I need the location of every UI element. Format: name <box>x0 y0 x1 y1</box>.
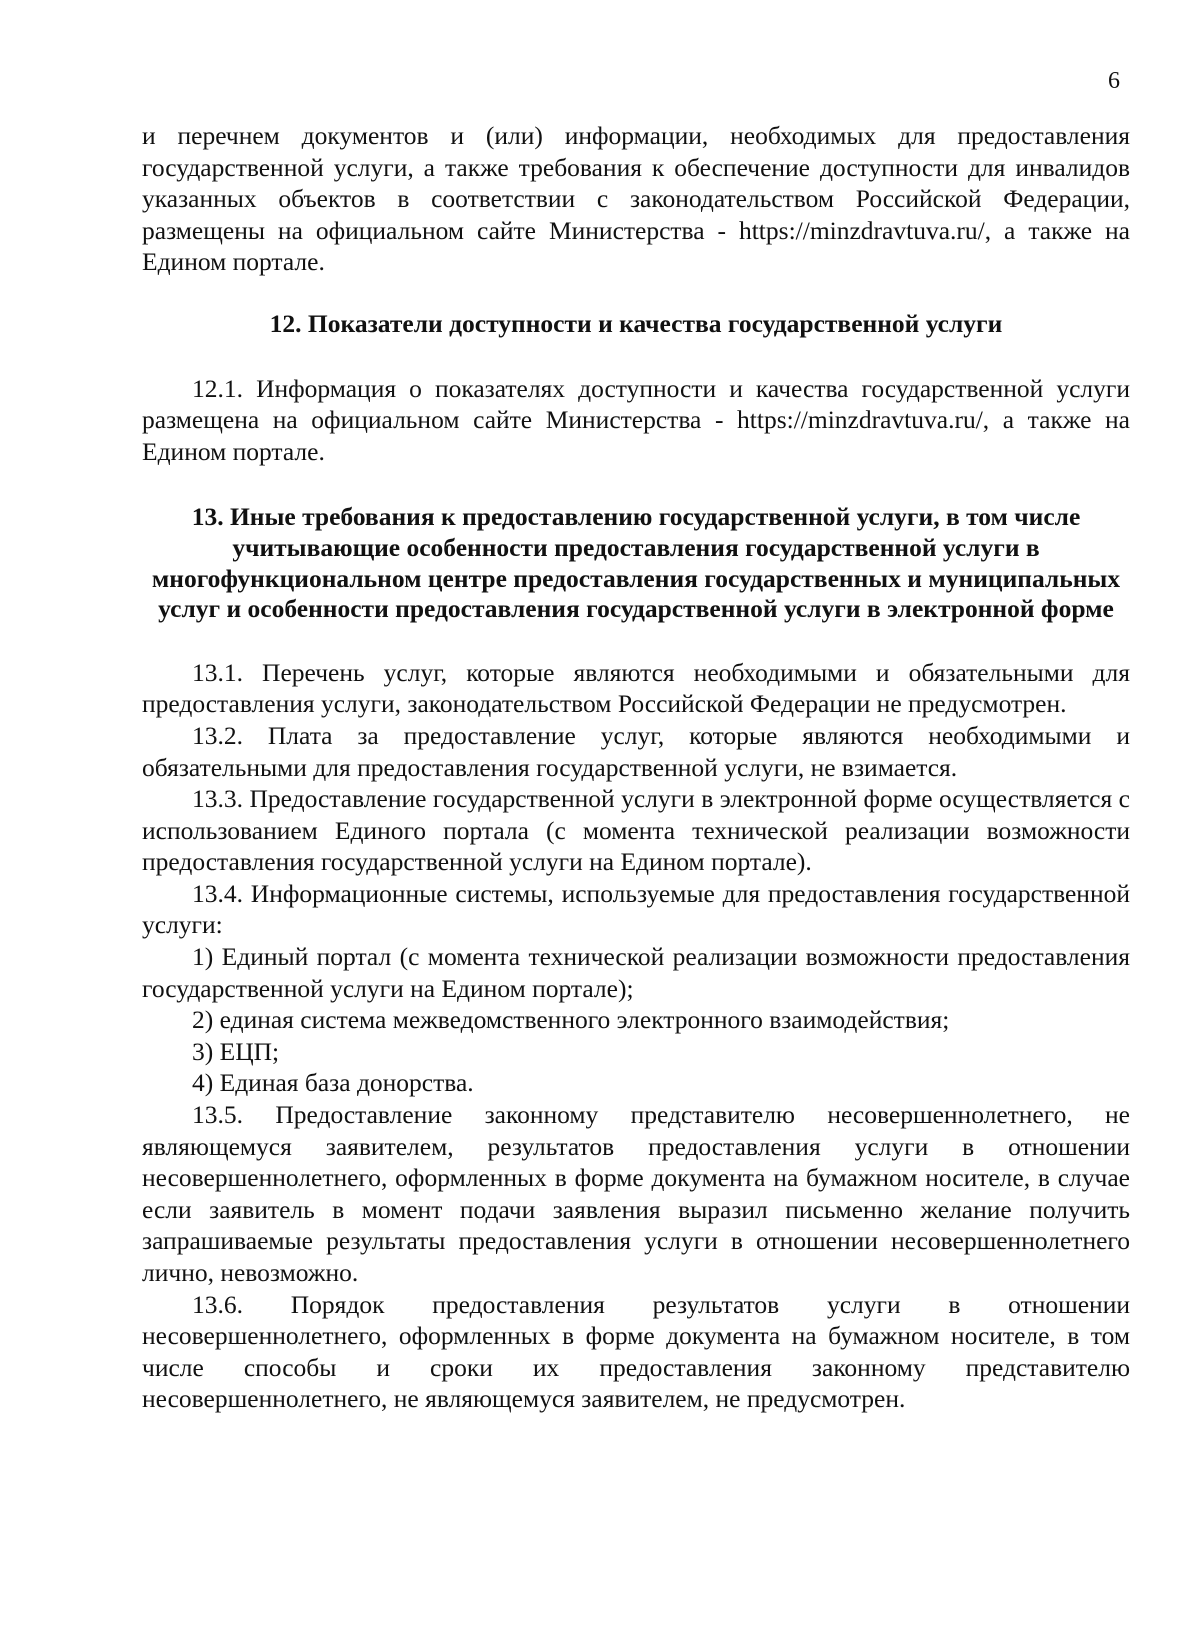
list-item-2: 2) единая система межведомственного электронного взаимодействия; <box>192 1005 950 1035</box>
paragraph-12-1: 12.1. Информация о показателях доступности и качества государственной услуги размещена на официальном сайте Министерства - https://minzdravtuva.ru/, а также на Едином портале. <box>142 373 1130 466</box>
paragraph-13-1: 13.1. Перечень услуг, которые являются необходимыми и обязательными для предоставления услуги, законодательством Российской Федерации не предусмотрен. <box>142 657 1130 719</box>
section-12-heading: 12. Показатели доступности и качества государственной услуги <box>269 308 1003 338</box>
list-item-4: 4) Единая база донорства. <box>192 1068 474 1098</box>
page-number: 6 <box>1108 68 1120 94</box>
list-item-1: 1) Единый портал (с момента технической реализации возможности предоставления государственной услуги на Едином портале); <box>142 942 1130 1003</box>
paragraph-13-2: 13.2. Плата за предоставление услуг, которые являются необходимыми и обязательными для предоставления государственной услуги, не взимается. <box>142 720 1130 782</box>
document-body <box>142 120 1130 1415</box>
list-item-3: 3) ЕЦП; <box>192 1036 280 1066</box>
paragraph-13-4: 13.4. Информационные системы, используемые для предоставления государственной услуги: <box>142 878 1130 940</box>
paragraph-13-6: 13.6. Порядок предоставления результатов услуги в отношении несовершеннолетнего, оформленных в форме документа на бумажном носителе, в том числе способы и сроки их предоставления законному представителю несовершеннолетнего, не являющемуся заявителем, не предусмотрен. <box>142 1289 1130 1414</box>
intro-paragraph: и перечнем документов и (или) информации, необходимых для предоставления государственной услуги, а также требования к обеспечение доступности для инвалидов указанных объектов в соответствии с законодательством Российской Федерации, размещены на официальном сайте Министерства - https://minzdravtuva.ru/, а также на Едином портале. <box>142 121 1130 277</box>
paragraph-13-5: 13.5. Предоставление законному представителю несовершеннолетнего, не являющемуся заявителем, результатов предоставления услуги в отношении несовершеннолетнего, оформленных в форме документа на бумажном носителе, в случае если заявитель в момент подачи заявления выразил письменно желание получить запрашиваемые результаты предоставления услуги в отношении несовершеннолетнего лично, невозможно. <box>142 1100 1130 1287</box>
paragraph-13-3: 13.3. Предоставление государственной услуги в электронной форме осуществляется с использованием Единого портала (с момента технической реализации возможности предоставления государственной услуги на Едином портале). <box>142 784 1130 877</box>
section-13-heading: 13. Иные требования к предоставлению государственной услуги, в том числе учитывающие особенности предоставления государственной услуги в многофункциональном центре предоставления государственных и муниципальных услуг и особенности предоставления государственной услуги в электронной форме <box>151 502 1121 624</box>
